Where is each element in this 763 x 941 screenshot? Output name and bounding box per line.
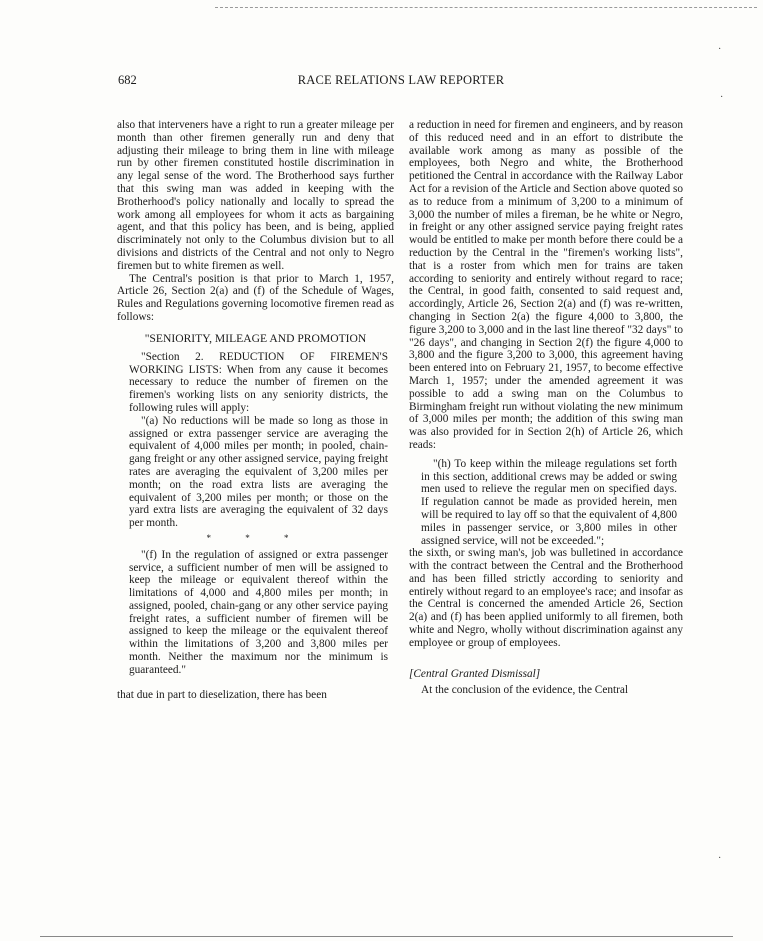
left-column bbox=[117, 119, 394, 701]
paragraph: a reduction in need for firemen and engineers, and by reason of this reduced need and in an effort to distribute the available work among as many as possible of the employees, both Negro and white, the Brotherhood petitioned the Central in accordance with the Railway Labor Act for a revision of the Article and Section above quoted so as to reduce from a minimum of 3,200 to a minimum of 3,000 the number of miles a fireman, be he white or Negro, in freight or any other assigned service paying freight rates would be entitled to make per month before there could be a reduction by the Central in the "firemen's working lists", that is a roster from which men for trains are taken according to seniority and entirely without regard to race; the Central, in good faith, consented to said request and, accordingly, Article 26, Section 2(a) and (f) was re-written, changing in Section 2(a) the figure 4,000 to 3,800, the figure 3,200 to 3,000 and in the last line thereof "32 days" to "26 days", and changing in Section 2(f) the figure 4,000 to 3,800 and the figure 3,200 to 3,000, this agreement having been entered into on February 21, 1957, to become effective March 1, 1957; under the amended agreement it was possible to add a swing man on the Columbus to Birmingham freight run without violating the new minimum of 3,000 miles per month; the addition of this swing man was also provided for in Section 2(h) of Article 26, which reads: bbox=[409, 119, 684, 451]
quoted-rule: "(a) No reductions will be made so long as those in assigned or extra passenger service are averaging the equivalent of 4,000 miles per month; in pooled, chain-gang freight or any other assigned service, paying freight rates are averaging the equivalent of 3,200 miles per month; on the road extra lists are averaging the equivalent of 3,200 miles per month; or those on the yard extra lists are averaging the equivalent of 32 days per month. bbox=[129, 414, 388, 530]
paragraph: that due in part to dieselization, there has been bbox=[117, 688, 327, 701]
scan-speck: · bbox=[718, 853, 722, 864]
right-column bbox=[409, 119, 683, 697]
paragraph: also that interveners have a right to run a greater mileage per month than other firemen generally run and deny that adjusting their mileage to bring them in line with mileage run by other firemen constituted hostile discrimination in any legal sense of the word. The Brotherhood says further that this swing man was added in keeping with the Brotherhood's policy nationally and locally to spread the work among all employees for whom it acts as bargaining agent, and that this policy has been, and is being, applied discriminately not only to the Columbus division but to all divisions and districts of the Central and not only to Negro firemen but to white firemen as well. bbox=[117, 119, 394, 272]
quote-heading: "SENIORITY, MILEAGE AND PROMOTION bbox=[144, 331, 367, 345]
ellipsis-stars: * * * bbox=[206, 532, 305, 543]
paragraph: The Central's position is that prior to March 1, 1957, Article 26, Section 2(a) and (f) of the Schedule of Wages, Rules and Regulations governing locomotive firemen read as follows: bbox=[117, 272, 394, 323]
quoted-rule: "(h) To keep within the mileage regulations set forth in this section, additional crews may be added or swing men used to relieve the regular men on specified days. If regulation cannot be made as provided herein, men will be required to lay off so that the equivalent of 4,800 miles in passenger service, or 3,800 miles in other assigned service, will not be exceeded."; bbox=[421, 457, 677, 547]
scan-speck: · bbox=[720, 92, 724, 103]
paragraph: the sixth, or swing man's, job was bulletined in accordance with the contract between the Central and the Brotherhood and has been filled strictly according to seniority and entirely without regard to an employee's race; and insofar as the Central is concerned the amended Article 26, Section 2(a) and (f) has been applied uniformly to all firemen, both white and Negro, wholly without discrimination against any employee or group of employees. bbox=[409, 547, 683, 649]
quoted-rule: "(f) In the regulation of assigned or extra passenger service, a sufficient number of men will be assigned to keep the mileage or equivalent thereof within the limitations of 4,000 and 4,800 miles per month; in assigned, pooled, chain-gang or any other service paying freight rates, a sufficient number of firemen will be assigned to keep the mileage or the equivalent thereof within the limitations of 3,200 and 3,800 miles per month. Neither the maximum nor the minimum is guaranteed." bbox=[129, 548, 388, 676]
quoted-rule: "Section 2. REDUCTION OF FIREMEN'S WORKING LISTS: When from any cause it becomes necessary to reduce the number of firemen on the firemen's working lists on any seniority districts, the following rules will apply: bbox=[129, 350, 388, 414]
section-heading: [Central Granted Dismissal] bbox=[409, 667, 541, 680]
running-title: RACE RELATIONS LAW REPORTER bbox=[297, 73, 505, 87]
scan-speck: · bbox=[718, 44, 722, 55]
page-number: 682 bbox=[118, 73, 137, 87]
paragraph: At the conclusion of the evidence, the Central bbox=[421, 684, 629, 697]
page-header bbox=[118, 73, 684, 89]
top-scan-rule bbox=[215, 7, 757, 8]
bottom-scan-rule bbox=[40, 936, 733, 937]
